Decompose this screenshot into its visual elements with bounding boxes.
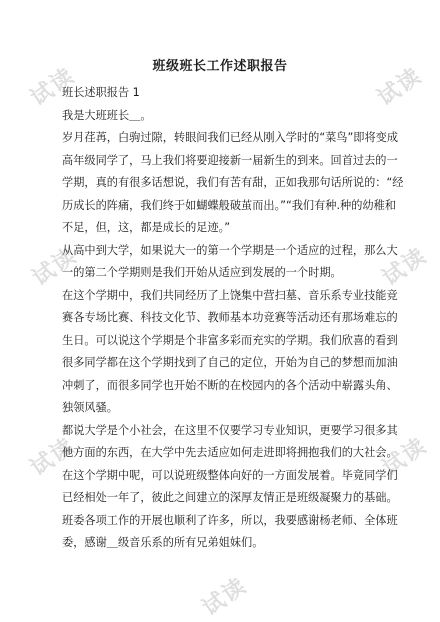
watermark: 试读: [27, 242, 82, 292]
text-line: 历成长的阵痛，我们终于如蝴蝶般破茧而出。”“我们有种.种的幼稚和: [62, 198, 396, 212]
text-line: 从高中到大学，如果说大一的第一个学期是一个适应的过程，那么大: [62, 243, 398, 257]
text-line: 岁月荏苒，白驹过隙，转眼间我们已经从刚入学时的“菜鸟”即将变成: [62, 131, 399, 144]
watermark: 试读: [25, 62, 80, 112]
text-line: 高年级同学了，马上我们将要迎接新一届新生的到来。回首过去的一: [62, 153, 398, 167]
text-line: 一的第二个学期则是我们开始从适应到发展的一个时期。: [62, 266, 342, 279]
text-line: 班长述职报告 1: [62, 86, 140, 99]
text-line: 都说大学是个小社会，在这里不仅要学习专业知识，更要学习很多其: [62, 423, 398, 437]
text-line: 赛各专场比赛、科技文化节、教师基本功竞赛等活动还有那场难忘的: [62, 311, 398, 324]
watermark: 试读: [372, 62, 427, 112]
text-line: 他方面的东西，在大学中先去适应如何走进即将拥抱我们的大社会。: [62, 446, 398, 459]
watermark: 试读: [25, 432, 80, 482]
text-line: 在这个学期中，我们共同经历了上饶集中营扫墓、音乐系专业技能竞: [62, 288, 398, 302]
text-line: 不足，但，这，都是成长的足迹。”: [62, 221, 231, 234]
text-line: 委，感谢＿级音乐系的所有兄弟姐妹们。: [62, 536, 264, 549]
watermark: 试读: [197, 572, 252, 622]
watermark: 试读: [377, 242, 432, 292]
text-line: 很多同学都在这个学期找到了自己的定位，开始为自己的梦想而加油: [62, 356, 398, 369]
text-line: 学期，真的有很多话想说，我们有苦有甜，正如我那句话所说的：“经: [62, 176, 404, 189]
text-line: 生日。可以说这个学期是个非富多彩而充实的学期。我们欣喜的看到: [62, 333, 398, 347]
text-line: 在这个学期中呢，可以说班级整体向好的一方面发展着。毕竟同学们: [62, 468, 398, 482]
text-line: 班委各项工作的开展也顺利了许多，所以，我要感谢杨老师、全体班: [62, 513, 398, 527]
document-title: 班级班长工作述职报告: [152, 59, 288, 74]
document-body: [62, 82, 404, 555]
watermark: 试读: [377, 432, 432, 482]
text-line: 我是大班班长＿。: [62, 108, 152, 122]
text-line: 独领风骚。: [62, 401, 118, 414]
text-line: 已经相处一年了，彼此之间建立的深厚友情正是班级凝聚力的基础。: [62, 491, 398, 504]
text-line: 冲刺了，而很多同学也开始不断的在校园内的各个活动中崭露头角、: [62, 378, 398, 392]
